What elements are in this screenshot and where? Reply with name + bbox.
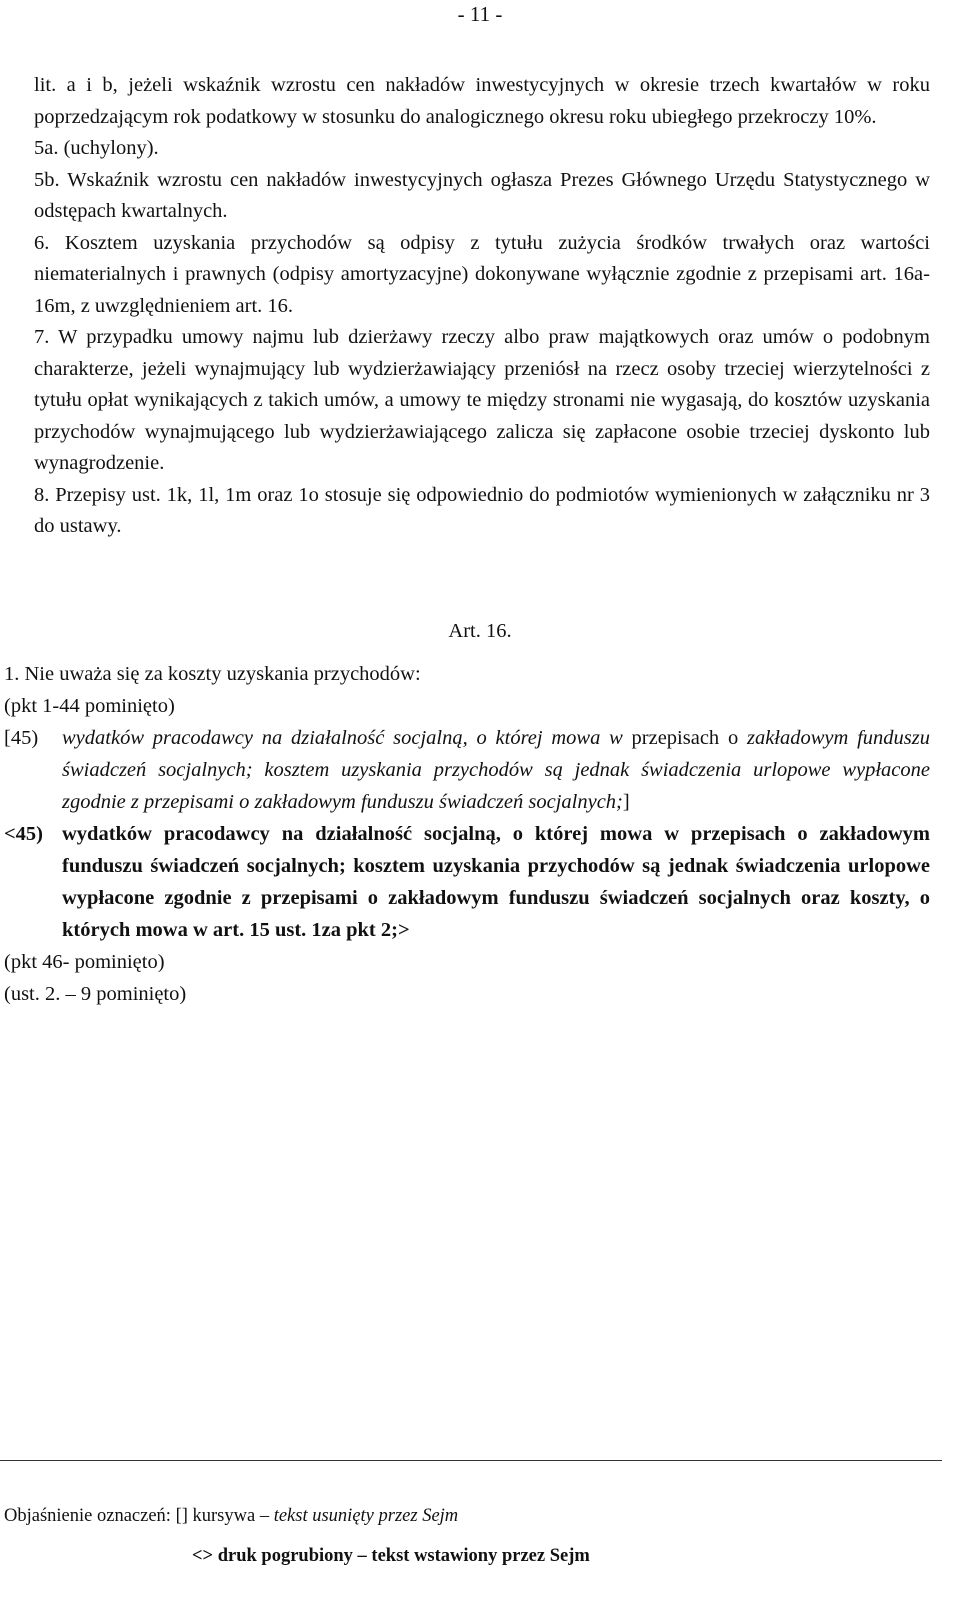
deleted-point-text-start: wydatków pracodawcy na działalność socjalną, o której mowa w (62, 727, 623, 749)
deleted-point-text-normal: przepisach o (622, 727, 747, 749)
legend-deleted-desc: tekst usunięty przez Sejm (273, 1506, 459, 1526)
deleted-point-45 (4, 722, 930, 818)
paragraph-lit-ab: lit. a i b, jeżeli wskaźnik wzrostu cen nakładów inwestycyjnych w okresie trzech kwartałów w roku poprzedzającym rok podatkowy w stosunku do analogicznego okresu roku ubiegłego przekroczy 10%. (34, 74, 930, 128)
footer-divider (0, 1460, 942, 1461)
page-number: - 11 - (457, 2, 503, 26)
paragraph-5a: 5a. (uchylony). (34, 137, 159, 159)
omitted-rest-note: (ust. 2. – 9 pominięto) (4, 983, 187, 1005)
paragraph-5b: 5b. Wskaźnik wzrostu cen nakładów inwestycyjnych ogłasza Prezes Głównego Urzędu Statystycznego w odstępach kwartalnych. (34, 168, 930, 222)
legend-inserted-line: <> druk pogrubiony – tekst wstawiony przez Sejm (192, 1546, 590, 1566)
deleted-point-text-rest: zakładowym funduszu świadczeń socjalnych; kosztem uzyskania przychodów są jednak świadczenia urlopowe wypłacone zgodnie z przepisami o zakładowym funduszu świadczeń socjalnych; (62, 727, 930, 813)
paragraph-6: 6. Kosztem uzyskania przychodów są odpisy z tytułu zużycia środków trwałych oraz wartości niematerialnych i prawnych (odpisy amortyzacyjne) dokonywane wyłącznie zgodnie z przepisami art. 16a-16m, z uwzględnieniem art. 16. (34, 231, 930, 317)
inserted-point-45 (4, 818, 930, 946)
paragraph-7: 7. W przypadku umowy najmu lub dzierżawy rzeczy albo praw majątkowych oraz umów o podobnym charakterze, jeżeli wynajmujący lub wydzierżawiający przeniósł na rzecz osoby trzeciej wierzytelności z tytułu opłat wynikających z takich umów, a umowy te między stronami nie wygasają, do kosztów uzyskania przychodów wynajmującego lub wydzierżawiającego zalicza się zapłacone osobie trzeciej dyskonto lub wynagrodzenie. (34, 326, 930, 474)
omitted-before-note: (pkt 1-44 pominięto) (4, 695, 175, 717)
paragraph-8: 8. Przepisy ust. 1k, 1l, 1m oraz 1o stosuje się odpowiednio do podmiotów wymienionych w załączniku nr 3 do ustawy. (34, 483, 930, 537)
article-16-block (4, 658, 930, 1010)
deleted-point-close: ] (622, 791, 630, 813)
article-heading: Art. 16. (448, 620, 512, 642)
legend-deleted-marker: [] kursywa – (175, 1506, 270, 1526)
article-intro: 1. Nie uważa się za koszty uzyskania przychodów: (4, 663, 421, 685)
legend-label: Objaśnienie oznaczeń: (4, 1506, 171, 1526)
omitted-after-note: (pkt 46- pominięto) (4, 951, 165, 973)
legend-deleted-line (4, 1503, 944, 1529)
deleted-point-number: [45) (4, 727, 39, 749)
inserted-point-number: <45) (4, 823, 44, 845)
inserted-point-text: wydatków pracodawcy na działalność socjalną, o której mowa w przepisach o zakładowym funduszu świadczeń socjalnych; kosztem uzyskania przychodów są jednak świadczenia urlopowe wypłacone zgodnie z przepisami o zakładowym funduszu świadczeń socjalnych oraz koszty, o których mowa w art. 15 ust. 1za pkt 2;> (62, 823, 930, 941)
legend-footer (4, 1503, 944, 1569)
document-body (34, 70, 930, 543)
